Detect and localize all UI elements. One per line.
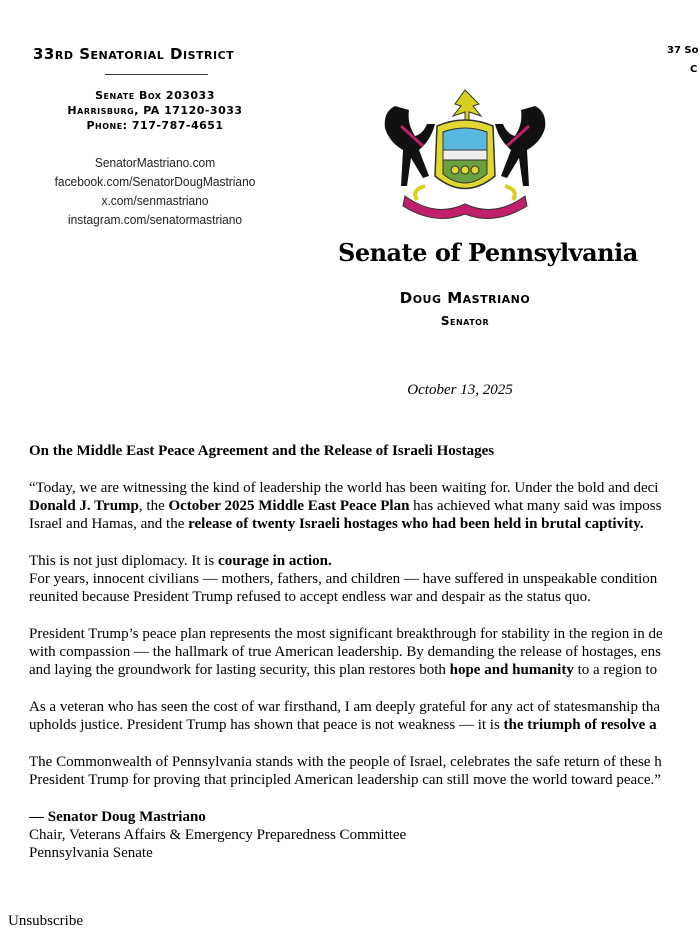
website-link[interactable]: SenatorMastriano.com — [94, 155, 216, 170]
senate-title: Senate of Pennsylvania — [338, 238, 638, 267]
paragraph-line: “Today, we are witnessing the kind of leadership the world has been waiting for. Under the bold and deci — [29, 480, 659, 496]
paragraph-line: This is not just diplomacy. It is courage in action. — [29, 553, 332, 569]
right-address-line: 37 So — [667, 45, 699, 56]
signature-name: — Senator Doug Mastriano — [29, 809, 206, 825]
right-address-line: C — [690, 64, 698, 75]
paragraph-line: upholds justice. President Trump has shown that peace is not weakness — it is the triumph of resolve a — [29, 717, 657, 733]
paragraph-line: President Trump’s peace plan represents the most significant breakthrough for stability in the region in de — [29, 626, 663, 642]
paragraph-line: and laying the groundwork for lasting security, this plan restores both hope and humanity to a region to — [29, 662, 658, 678]
address-phone: Phone: 717-787-4651 — [86, 119, 224, 132]
instagram-link[interactable]: instagram.com/senatormastriano — [67, 212, 243, 227]
address-box: Senate Box 203033 — [95, 89, 215, 102]
facebook-link[interactable]: facebook.com/SenatorDougMastriano — [54, 174, 256, 189]
address-city: Harrisburg, PA 17120-3033 — [67, 104, 243, 117]
paragraph-line: The Commonwealth of Pennsylvania stands with the people of Israel, celebrates the safe return of these h — [29, 754, 662, 770]
paragraph-line: For years, innocent civilians — mothers, fathers, and children — have suffered in unspeakable condition — [29, 571, 658, 587]
x-link[interactable]: x.com/senmastriano — [101, 193, 209, 208]
divider — [105, 74, 208, 75]
signature-role: Chair, Veterans Affairs & Emergency Preparedness Committee — [29, 827, 407, 843]
paragraph-line: As a veteran who has seen the cost of war firsthand, I am deeply grateful for any act of statesmanship tha — [29, 699, 661, 715]
paragraph-line: Donald J. Trump, the October 2025 Middle East Peace Plan has achieved what many said was imposs — [29, 498, 662, 514]
paragraph-line: Israel and Hamas, and the release of twenty Israeli hostages who had been held in brutal captivity. — [29, 516, 644, 532]
district-title: 33rd Senatorial District — [33, 45, 235, 63]
letter-date: October 13, 2025 — [407, 382, 513, 398]
letter-body — [29, 442, 700, 862]
paragraph-line: President Trump for proving that principled American leadership can still move the world toward peace.” — [29, 772, 661, 788]
senator-title: Senator — [440, 314, 490, 328]
paragraph-line: reunited because President Trump refused to accept endless war and despair as the status quo. — [29, 589, 591, 605]
senator-name: Doug Mastriano — [399, 289, 531, 307]
paragraph-line: with compassion — the hallmark of true American leadership. By demanding the release of hostages, ens — [29, 644, 661, 660]
letter-heading: On the Middle East Peace Agreement and the Release of Israeli Hostages — [29, 443, 495, 459]
pennsylvania-seal-icon — [365, 86, 565, 221]
signature-org: Pennsylvania Senate — [29, 845, 153, 861]
unsubscribe-link[interactable]: Unsubscribe — [8, 913, 83, 929]
